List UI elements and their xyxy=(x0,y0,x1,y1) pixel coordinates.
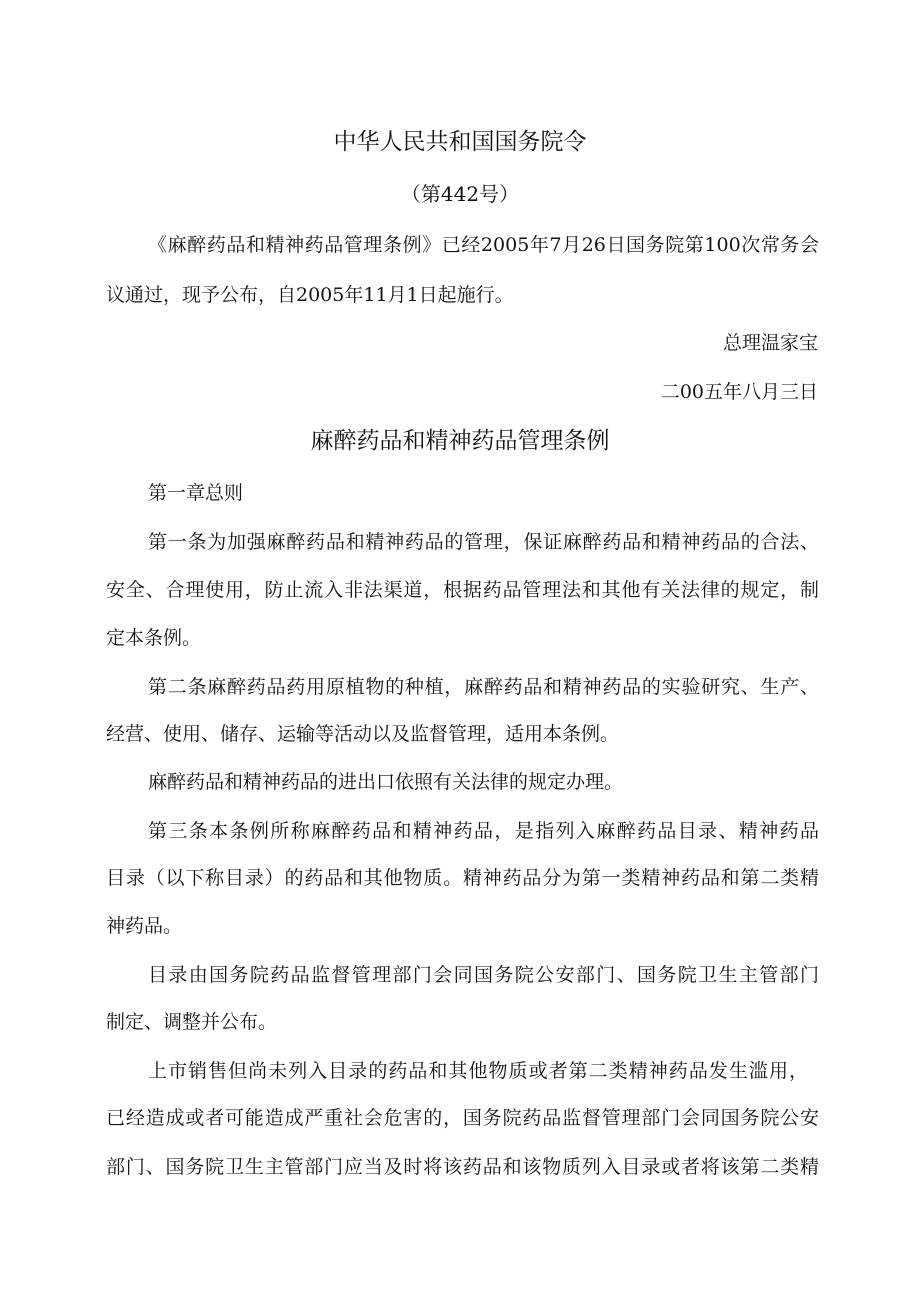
paragraph-line: 目录由国务院药品监督管理部门会同国务院公安部门、国务院卫生主管部门 xyxy=(148,964,819,986)
chapter-heading: 第一章总则 xyxy=(148,482,244,504)
paragraph-line: 部门、国务院卫生主管部门应当及时将该药品和该物质列入目录或者将该第二类精 xyxy=(106,1156,819,1178)
decree-date: 二00五年八月三日 xyxy=(660,381,818,403)
paragraph-line: 安全、合理使用，防止流入非法渠道，根据药品管理法和其他有关法律的规定，制 xyxy=(106,579,819,601)
decree-number: （第442号） xyxy=(400,182,520,206)
paragraph-line: 第一条为加强麻醉药品和精神药品的管理，保证麻醉药品和精神药品的合法、 xyxy=(148,531,819,553)
paragraph-line: 目录（以下称目录）的药品和其他物质。精神药品分为第一类精神药品和第二类精 xyxy=(106,867,819,889)
paragraph-line: 定本条例。 xyxy=(106,627,202,649)
signatory: 总理温家宝 xyxy=(722,332,818,354)
paragraph-line: 上市销售但尚未列入目录的药品和其他物质或者第二类精神药品发生滥用， xyxy=(148,1060,808,1082)
paragraph-line: 已经造成或者可能造成严重社会危害的，国务院药品监督管理部门会同国务院公安 xyxy=(106,1107,819,1129)
decree-title: 中华人民共和国国务院令 xyxy=(333,129,587,155)
paragraph-line: 第三条本条例所称麻醉药品和精神药品，是指列入麻醉药品目录、精神药品 xyxy=(148,820,819,842)
paragraph-line: 神药品。 xyxy=(106,915,183,937)
regulation-title: 麻醉药品和精神药品管理条例 xyxy=(310,428,610,454)
paragraph-line: 制定、调整并公布。 xyxy=(106,1011,278,1033)
promulgation-line-2: 议通过，现予公布，自2005年11月1日起施行。 xyxy=(106,284,514,306)
paragraph-line: 麻醉药品和精神药品的进出口依照有关法律的规定办理。 xyxy=(148,771,624,793)
paragraph-line: 经营、使用、储存、运输等活动以及监督管理，适用本条例。 xyxy=(106,723,620,745)
paragraph-line: 第二条麻醉药品药用原植物的种植，麻醉药品和精神药品的实验研究、生产、 xyxy=(148,676,819,698)
promulgation-line-1: 《麻醉药品和精神药品管理条例》已经2005年7月26日国务院第100次常务会 xyxy=(148,234,819,256)
